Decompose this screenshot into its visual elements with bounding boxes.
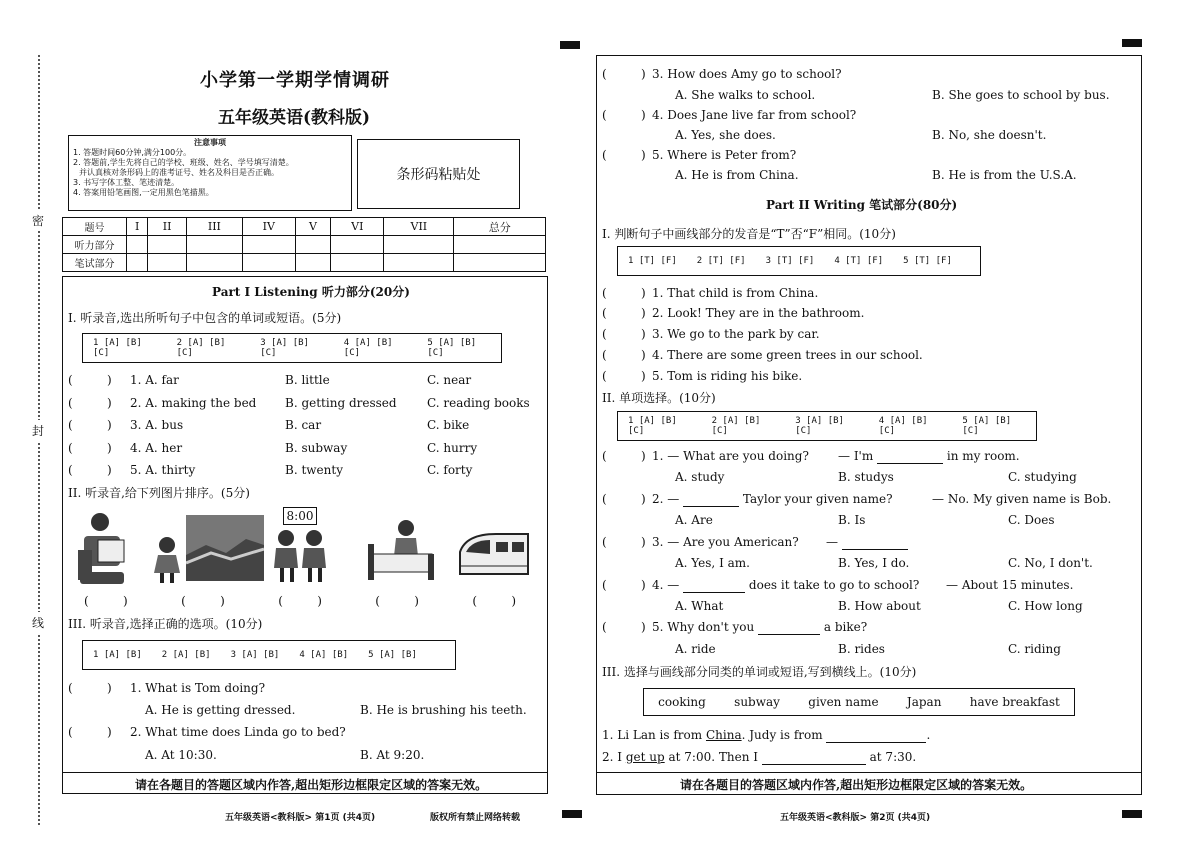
- girl-making-bed-image: [366, 518, 436, 584]
- score-cell[interactable]: [127, 254, 148, 272]
- notice-item: 3. 书写字体工整、笔迹清楚。: [73, 178, 180, 187]
- question-text: 4. Does Jane live far from school?: [652, 108, 857, 122]
- question-option-a: A. Yes, I am.: [675, 556, 750, 570]
- score-cell[interactable]: [295, 254, 331, 272]
- answer-paren[interactable]: ( ): [68, 396, 112, 410]
- question-reply: [826, 535, 908, 550]
- notice-item: 1. 答题时间60分钟,满分100分。: [73, 148, 192, 157]
- score-header: III: [186, 218, 242, 236]
- bubble-group[interactable]: 4 [T] [F]: [834, 256, 884, 266]
- question-text: 4. There are some green trees in our school.: [652, 348, 923, 362]
- word-bank-item: given name: [808, 695, 879, 709]
- question-option-a: 5. A. thirty: [130, 463, 196, 477]
- question-option-b: B. Is: [838, 513, 866, 527]
- man-reading-newspaper-image: [70, 510, 136, 586]
- score-cell[interactable]: [148, 236, 187, 254]
- bubble-group[interactable]: 5 [A] [B] [C]: [962, 416, 1012, 436]
- bubble-group[interactable]: 1 [T] [F]: [628, 256, 677, 266]
- bubble-group[interactable]: 5 [A] [B]: [368, 650, 417, 660]
- notice-item: 2. 答题前,学生先将自己的学校、班级、姓名、学号填写清楚。: [73, 158, 294, 167]
- score-row-writing: [63, 254, 546, 272]
- question-option-a: A. ride: [675, 642, 716, 656]
- question-option-c: C. bike: [427, 418, 470, 432]
- score-header: V: [295, 218, 331, 236]
- underlined-word: China: [705, 728, 742, 742]
- reply-text: —: [826, 535, 838, 549]
- answer-paren[interactable]: ( ): [602, 492, 646, 506]
- question-option-a: 1. A. far: [130, 373, 179, 387]
- question-text: 3. — Are you American?: [652, 535, 799, 549]
- score-row-label: 笔试部分: [63, 254, 127, 272]
- alignment-marker: [1122, 810, 1142, 818]
- divider: [62, 772, 548, 773]
- side-char-xian: 线: [32, 612, 44, 633]
- fill-blank[interactable]: [877, 449, 943, 464]
- score-cell[interactable]: [384, 254, 454, 272]
- question-option-a: A. Yes, she does.: [675, 128, 776, 142]
- question-option-a: 2. A. making the bed: [130, 396, 257, 410]
- bubble-group[interactable]: 2 [A] [B]: [161, 650, 211, 660]
- score-cell[interactable]: [242, 254, 295, 272]
- question-rest: a bike?: [823, 620, 868, 634]
- answer-area-note: 请在各题目的答题区域内作答,超出矩形边框限定区域的答案无效。: [135, 778, 488, 792]
- question-text: 3. How does Amy go to school?: [652, 67, 842, 81]
- answer-paren[interactable]: ( ): [68, 373, 112, 387]
- question-prefix: 4. —: [652, 578, 680, 592]
- question-option-b: B. rides: [838, 642, 885, 656]
- bubble-group[interactable]: 3 [A] [B]: [230, 650, 280, 660]
- fill-blank[interactable]: [758, 620, 820, 635]
- score-header: 总分: [454, 218, 546, 236]
- girl-image: [150, 535, 184, 585]
- question-option-b: B. At 9:20.: [360, 748, 425, 762]
- writing-section2-title: II. 单项选择。(10分): [602, 391, 716, 405]
- question-option-a: A. He is getting dressed.: [145, 703, 296, 717]
- question-text: 2. What time does Linda go to bed?: [130, 725, 346, 739]
- fill-sentence-1: 1. Li Lan is from China. Judy is from .: [602, 728, 931, 742]
- score-cell[interactable]: [127, 236, 148, 254]
- answer-bubbles-w2[interactable]: [617, 411, 1037, 441]
- question-text: 2. Look! They are in the bathroom.: [652, 306, 865, 320]
- score-table: [62, 217, 546, 272]
- fill-blank[interactable]: [826, 728, 926, 743]
- fill-sentence-2: [602, 750, 916, 765]
- section1-title: I. 听录音,选出所听句子中包含的单词或短语。(5分): [68, 311, 342, 325]
- sentence-part: 1. Li Lan is from: [602, 728, 706, 742]
- word-bank-item: have breakfast: [969, 695, 1060, 709]
- question-option-a: 4. A. her: [130, 441, 183, 455]
- score-row-label: 听力部分: [63, 236, 127, 254]
- question-option-c: C. forty: [427, 463, 473, 477]
- score-row-listening: [63, 236, 546, 254]
- score-header: II: [148, 218, 187, 236]
- notice-item: 4. 答案用铅笔画图,一定用黑色笔描黑。: [73, 188, 214, 197]
- score-cell[interactable]: [384, 236, 454, 254]
- question-option-b: B. How about: [838, 599, 921, 613]
- answer-paren[interactable]: ( ): [602, 327, 646, 341]
- alignment-marker: [562, 810, 582, 818]
- girls-walking-image: [270, 528, 332, 584]
- score-cell[interactable]: [331, 254, 384, 272]
- part1-title: Part I Listening 听力部分(20分): [212, 285, 410, 299]
- score-header: IV: [242, 218, 295, 236]
- score-cell[interactable]: [242, 236, 295, 254]
- question-option-a: A. What: [675, 599, 724, 613]
- part2-title: Part II Writing 笔试部分(80分): [766, 198, 958, 212]
- score-header: VII: [384, 218, 454, 236]
- answer-paren[interactable]: ( ): [602, 67, 646, 81]
- barcode-area: [357, 139, 520, 209]
- answer-paren[interactable]: ( ): [602, 306, 646, 320]
- writing-section3-title: III. 选择与画线部分同类的单词或短语,写到横线上。(10分): [602, 665, 917, 679]
- bubble-group[interactable]: 1 [A] [B] [C]: [628, 416, 677, 436]
- word-bank-item: cooking: [658, 695, 706, 709]
- question-option-c: C. near: [427, 373, 472, 387]
- question-option-b: B. She goes to school by bus.: [932, 88, 1110, 102]
- score-cell[interactable]: [295, 236, 331, 254]
- question-option-c: C. How long: [1008, 599, 1083, 613]
- question-option-c: C. studying: [1008, 470, 1077, 484]
- answer-paren[interactable]: ( ): [602, 369, 646, 383]
- question-option-a: A. Are: [675, 513, 713, 527]
- bubble-group[interactable]: 1 [A] [B]: [93, 650, 142, 660]
- answer-paren[interactable]: ( ): [602, 578, 646, 592]
- question-option-b: B. subway: [285, 441, 348, 455]
- question-option-b: B. little: [285, 373, 330, 387]
- divider: [596, 772, 1142, 773]
- answer-paren[interactable]: ( ): [68, 441, 112, 455]
- bubble-group[interactable]: 2 [T] [F]: [696, 256, 746, 266]
- alignment-marker: [560, 41, 580, 49]
- bubble-group[interactable]: 3 [A] [B] [C]: [795, 416, 844, 436]
- answer-paren[interactable]: ( ): [602, 535, 646, 549]
- question-option-c: C. hurry: [427, 441, 478, 455]
- answer-bubbles-w1[interactable]: [617, 246, 981, 276]
- question-text: 1. What is Tom doing?: [130, 681, 266, 695]
- bubble-group[interactable]: 1 [A] [B] [C]: [93, 338, 142, 358]
- question-option-a: A. study: [675, 470, 725, 484]
- bubble-group[interactable]: 4 [A] [B] [C]: [878, 416, 928, 436]
- bubble-group[interactable]: 2 [A] [B] [C]: [176, 338, 226, 358]
- word-bank-item: Japan: [906, 695, 942, 709]
- question-prefix: 5. Why don't you: [652, 620, 755, 634]
- sentence-part: . Judy is from: [741, 728, 823, 742]
- question-text: [652, 578, 919, 593]
- question-rest: does it take to go to school?: [748, 578, 920, 592]
- question-text: 1. — What are you doing?: [652, 449, 809, 463]
- question-option-a: A. He is from China.: [675, 168, 799, 182]
- score-cell[interactable]: [331, 236, 384, 254]
- question-option-c: C. reading books: [427, 396, 530, 410]
- question-option-a: A. At 10:30.: [145, 748, 217, 762]
- word-bank: [643, 688, 1075, 716]
- answer-paren[interactable]: ( ): [602, 620, 646, 634]
- picture-order-parens[interactable]: ( ) ( ) ( ) ( ) ( ): [84, 594, 517, 608]
- score-cell[interactable]: [454, 254, 546, 272]
- score-header: 题号: [63, 218, 127, 236]
- answer-paren[interactable]: ( ): [68, 463, 112, 477]
- side-char-mi: 密: [32, 210, 44, 231]
- notice-item: 并认真核对条形码上的准考证号、姓名及科目是否正确。: [79, 168, 279, 177]
- side-char-feng: 封: [32, 420, 44, 441]
- subway-train-image: [456, 530, 532, 578]
- alignment-marker: [1122, 39, 1142, 47]
- word-bank-item: subway: [734, 695, 780, 709]
- sentence-part: at 7:30.: [869, 750, 917, 764]
- answer-paren[interactable]: ( ): [602, 449, 646, 463]
- question-text: 5. Tom is riding his bike.: [652, 369, 803, 383]
- page1-copyright: 版权所有禁止网络转载: [430, 813, 521, 823]
- bubble-group[interactable]: 3 [A] [B] [C]: [260, 338, 309, 358]
- sentence-part: at 7:00. Then I: [664, 750, 758, 764]
- bubble-group[interactable]: 3 [T] [F]: [765, 256, 815, 266]
- bubble-group[interactable]: 2 [A] [B] [C]: [711, 416, 761, 436]
- question-option-a: A. She walks to school.: [675, 88, 816, 102]
- question-text: [652, 620, 867, 635]
- page2-footer: 五年级英语<教科版> 第2页 (共4页): [780, 813, 931, 823]
- question-rest: Taylor your given name?: [742, 492, 893, 506]
- reply-end: in my room.: [946, 449, 1020, 463]
- notice-title: 注意事项: [194, 138, 226, 147]
- question-option-c: C. No, I don't.: [1008, 556, 1093, 570]
- question-option-b: B. He is from the U.S.A.: [932, 168, 1077, 182]
- question-prefix: 2. —: [652, 492, 680, 506]
- score-header-row: [63, 218, 546, 236]
- score-cell[interactable]: [186, 236, 242, 254]
- section2-title: II. 听录音,给下列图片排序。(5分): [68, 486, 250, 500]
- score-cell[interactable]: [148, 254, 187, 272]
- question-option-b: B. No, she doesn't.: [932, 128, 1047, 142]
- exam-subtitle: 五年级英语(教科版): [218, 108, 371, 128]
- bubble-group[interactable]: 5 [A] [B] [C]: [427, 338, 477, 358]
- fill-blank[interactable]: [762, 750, 866, 765]
- reply-text: — I'm: [838, 449, 874, 463]
- answer-paren[interactable]: ( ): [68, 725, 112, 739]
- fill-blank[interactable]: [683, 578, 745, 593]
- score-cell[interactable]: [186, 254, 242, 272]
- question-reply: [838, 449, 1020, 464]
- question-option-b: B. car: [285, 418, 322, 432]
- score-cell[interactable]: [454, 236, 546, 254]
- question-reply: — No. My given name is Bob.: [932, 492, 1112, 506]
- answer-paren[interactable]: ( ): [68, 681, 112, 695]
- answer-paren[interactable]: ( ): [602, 286, 646, 300]
- exam-title: 小学第一学期学情调研: [200, 70, 390, 91]
- question-option-b: B. Yes, I do.: [838, 556, 910, 570]
- fill-blank[interactable]: [683, 492, 739, 507]
- bubble-group[interactable]: 4 [A] [B]: [299, 650, 349, 660]
- score-header: I: [127, 218, 148, 236]
- notice-box: [68, 135, 352, 211]
- fill-blank[interactable]: [842, 535, 908, 550]
- answer-area-note-2: 请在各题目的答题区域内作答,超出矩形边框限定区域的答案无效。: [680, 778, 1033, 792]
- clock-label: 8:00: [283, 507, 317, 525]
- score-header: VI: [331, 218, 384, 236]
- barcode-label: 条形码粘贴处: [396, 167, 481, 183]
- question-option-b: B. He is brushing his teeth.: [360, 703, 527, 717]
- question-text: 5. Where is Peter from?: [652, 148, 797, 162]
- answer-bubbles-3[interactable]: [82, 640, 456, 670]
- question-option-b: B. getting dressed: [285, 396, 397, 410]
- question-text: [652, 492, 893, 507]
- question-option-c: C. riding: [1008, 642, 1061, 656]
- question-reply: — About 15 minutes.: [946, 578, 1074, 592]
- bubble-group[interactable]: 4 [A] [B] [C]: [343, 338, 393, 358]
- section3-title: III. 听录音,选择正确的选项。(10分): [68, 617, 263, 631]
- question-option-b: B. twenty: [285, 463, 343, 477]
- question-option-c: C. Does: [1008, 513, 1055, 527]
- answer-paren[interactable]: ( ): [602, 348, 646, 362]
- great-wall-image: [186, 515, 264, 581]
- bubble-group[interactable]: 5 [T] [F]: [903, 256, 952, 266]
- answer-bubbles-1[interactable]: [82, 333, 502, 363]
- page1-footer: 五年级英语<教科版> 第1页 (共4页): [225, 813, 376, 823]
- answer-paren[interactable]: ( ): [68, 418, 112, 432]
- question-option-a: 3. A. bus: [130, 418, 184, 432]
- question-option-b: B. studys: [838, 470, 894, 484]
- underlined-word: get up: [625, 750, 665, 764]
- writing-section1-title: I. 判断句子中画线部分的发音是“T”否“F”相同。(10分): [602, 227, 896, 241]
- sentence-part: 2. I: [602, 750, 626, 764]
- answer-paren[interactable]: ( ): [602, 108, 646, 122]
- question-text: 3. We go to the park by car.: [652, 327, 820, 341]
- question-text: 1. That child is from China.: [652, 286, 819, 300]
- answer-paren[interactable]: ( ): [602, 148, 646, 162]
